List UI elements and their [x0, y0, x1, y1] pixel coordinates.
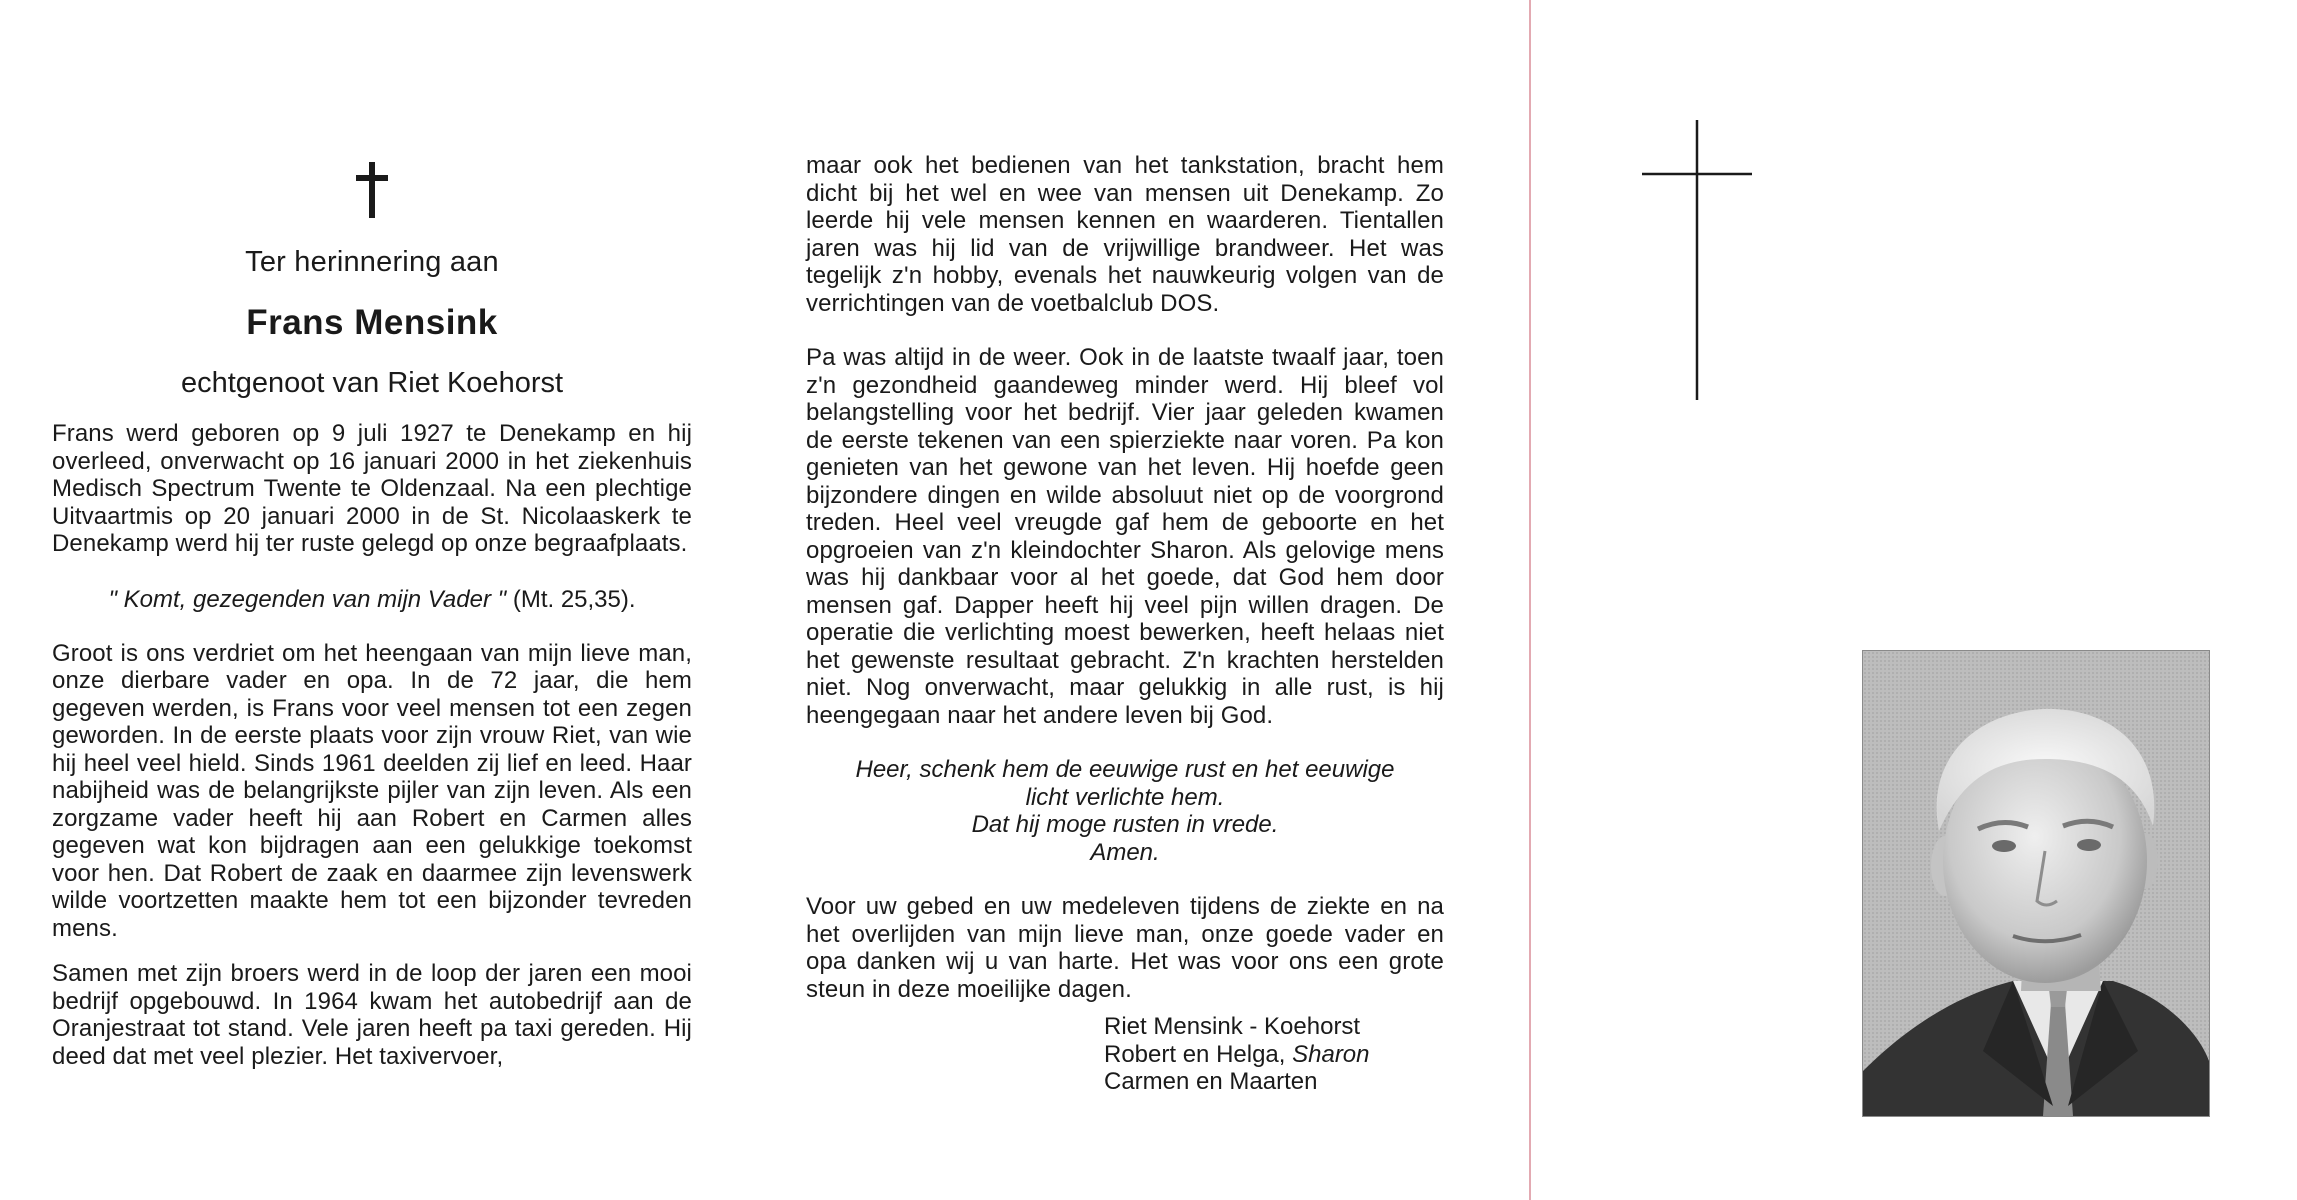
prayer-line: Heer, schenk hem de eeuwige rust en het eeuwige: [855, 756, 1395, 783]
large-cross-icon: [1642, 120, 1752, 400]
signature-line-3: Carmen en Maarten: [1104, 1068, 1318, 1095]
biography-paragraph: Frans werd geboren op 9 juli 1927 te Denekamp en hij overleed, onverwacht op 16 januari 2000 in het ziekenhuis Medisch Spectrum Twente te Oldenzaal. Na een plechtige Uitvaartmis op 20 januari 2000 in de St. Nicolaaskerk te Denekamp werd hij ter ruste gelegd op onze begraafplaats.: [52, 420, 692, 557]
signature-line-1: Riet Mensink - Koehorst: [1104, 1013, 1361, 1040]
cross-icon: [352, 160, 392, 220]
quote-reference: (Mt. 25,35).: [512, 585, 636, 613]
signature-grandchild: Sharon: [1292, 1040, 1370, 1068]
continuation-paragraph: maar ook het bedienen van het tankstation, bracht hem dicht bij het wel en wee van mensen uit Denekamp. Zo leerde hij vele mensen kennen en waarderen. Tientallen jaren was hij lid van de vrijwillige brandweer. Het was tegelijk z'n hobby, evenals het nauwkeurig volgen van de verrichtingen van de voetbalclub DOS.: [806, 152, 1444, 317]
thanks-paragraph: Voor uw gebed en uw medeleven tijdens de ziekte en na het overlijden van mijn lieve man, onze goede vader en opa danken wij u van harte. Het was voor ons een grote steun in deze moeilijke dagen.: [806, 893, 1444, 1003]
middle-panel: [806, 152, 1444, 1096]
prayer-line: Dat hij moge rusten in vrede.: [971, 811, 1279, 838]
spouse-line: echtgenoot van Riet Koehorst: [180, 367, 564, 399]
bible-quote: [52, 586, 692, 614]
portrait-image: [1863, 651, 2209, 1116]
signature-line-2: [1104, 1041, 1444, 1069]
deceased-name: Frans Mensink: [246, 303, 498, 342]
prayer-line: Amen.: [1090, 838, 1160, 866]
signature-block: [1104, 1013, 1444, 1096]
quote-text: " Komt, gezegenden van mijn Vader ": [108, 585, 507, 613]
prayer-line: licht verlichte hem.: [1025, 783, 1225, 811]
right-panel: [1532, 0, 2297, 1200]
portrait-photo: [1862, 650, 2210, 1117]
pa-paragraph: Pa was altijd in de weer. Ook in de laatste twaalf jaar, toen z'n gezondheid gaandeweg minder werd. Hij bleef vol belangstelling voor het bedrijf. Vier jaar geleden kwamen de eerste tekenen van een spierziekte naar voren. Pa kon genieten van het gewone van het leven. Hij hoefde geen bijzondere dingen en wilde absoluut niet op de voorgrond treden. Heel veel vreugde gaf hem de geboorte en het opgroeien van z'n kleindochter Sharon. Als gelovige mens was hij dankbaar voor al het goede, dat God hem door mensen gaf. Dapper heeft hij veel pijn willen dragen. De operatie die verlichting moest bewerken, heeft helaas niet het gewenste resultaat gebracht. Z'n krachten herstelden niet. Nog onverwacht, maar gelukkig in alle rust, is hij heengegaan naar het andere leven bij God.: [806, 344, 1444, 729]
signature-names: Robert en Helga,: [1104, 1040, 1293, 1068]
prayer: [806, 756, 1444, 866]
business-paragraph: Samen met zijn broers werd in de loop der jaren een mooi bedrijf opgebouwd. In 1964 kwam het autobedrijf aan de Oranjestraat tot stand. Vele jaren heeft pa taxi gereden. Hij deed dat met veel plezier. Het taxivervoer,: [52, 960, 692, 1070]
left-panel: [52, 160, 692, 1070]
grief-paragraph: Groot is ons verdriet om het heengaan van mijn lieve man, onze dierbare vader en opa. In de 72 jaar, die hem gegeven werden, is Frans voor veel mensen tot een zegen geworden. In de eerste plaats voor zijn vrouw Riet, van wie hij heel veel hield. Sinds 1961 deelden zij lief en leed. Haar nabijheid was de belangrijkste pijler van zijn leven. Als een zorgzame vader heeft hij aan Robert en Carmen alles gegeven wat kon bijdragen aan een gelukkige toekomst voor hen. Dat Robert de zaak en daarmee zijn levenswerk wilde voortzetten maakte hem tot een bijzonder tevreden mens.: [52, 639, 692, 942]
intro-text: Ter herinnering aan: [245, 246, 499, 278]
fold-line: [1529, 0, 1531, 1200]
